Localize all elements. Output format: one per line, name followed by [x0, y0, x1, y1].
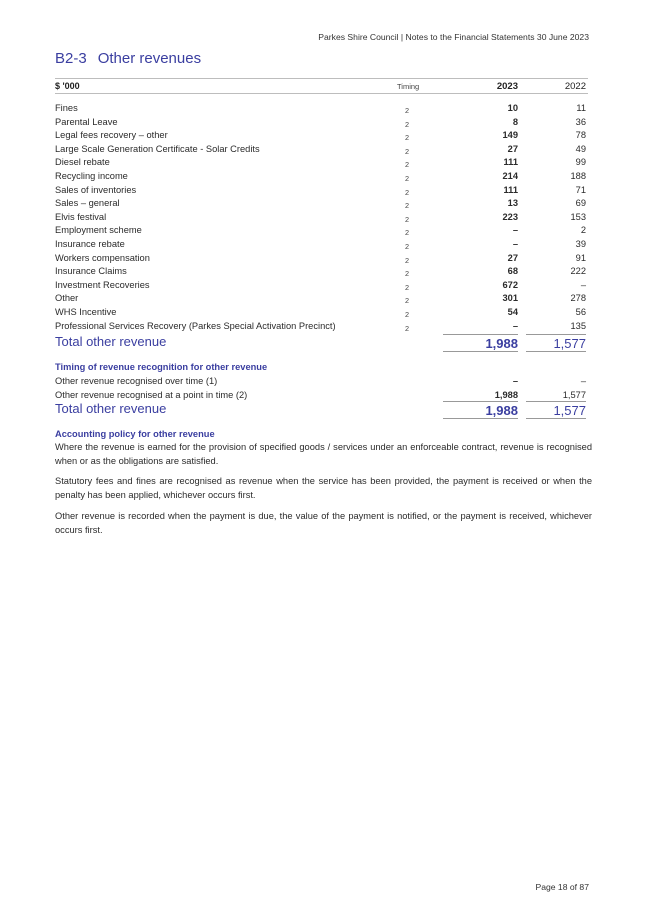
row-value-2022: 69 — [575, 198, 586, 209]
row-label: Workers compensation — [55, 252, 150, 263]
row-label: Parental Leave — [55, 116, 118, 127]
row-value-2022: – — [580, 376, 586, 386]
row-value-2022: 222 — [570, 266, 586, 277]
row-value-2022: 99 — [575, 157, 586, 168]
row-value-2023: 1,988 — [494, 389, 518, 400]
total-label: Total other revenue — [55, 401, 167, 416]
row-value-2022: 49 — [575, 143, 586, 154]
row-timing: 2 — [405, 241, 410, 251]
row-value-2022: 91 — [575, 252, 586, 263]
row-value-2023: 149 — [502, 130, 518, 141]
row-label: Other revenue recognised over time (1) — [55, 376, 218, 386]
policy-paragraph: Statutory fees and fines are recognised as revenue when the service has been provided, the payment is received or when the penalty has been applied, whichever occurs first. — [55, 476, 592, 500]
row-label: Sales – general — [55, 198, 120, 209]
row-timing: 2 — [405, 119, 410, 129]
row-value-2023: 54 — [507, 306, 518, 317]
row-value-2022: 188 — [570, 170, 586, 181]
row-value-2023: 10 — [507, 103, 518, 113]
row-value-2023: 8 — [512, 116, 518, 127]
year-2023-header: 2023 — [496, 81, 518, 92]
row-value-2023: 301 — [502, 293, 518, 304]
table-row — [55, 130, 588, 144]
page-number: Page 18 of 87 — [535, 882, 589, 892]
policy-paragraph: Where the revenue is earned for the provision of specified goods / services under an enforceable contract, revenue is recognised when or as the obligations are satisfied. — [55, 442, 592, 466]
row-value-2022: 11 — [576, 103, 586, 113]
section-name: Other revenues — [97, 50, 202, 67]
row-value-2023: 111 — [503, 184, 518, 195]
row-value-2023: 13 — [507, 198, 518, 209]
table-row — [55, 225, 588, 239]
table-row — [55, 307, 588, 321]
row-label: Investment Recoveries — [55, 279, 150, 290]
row-timing: 2 — [405, 146, 410, 156]
row-value-2022: 1,577 — [562, 389, 586, 400]
row-timing: 2 — [405, 133, 410, 143]
table-row — [55, 171, 588, 185]
row-value-2022: 71 — [575, 184, 586, 195]
row-value-2022: – — [580, 279, 586, 290]
table-row — [55, 157, 588, 171]
timing-table — [55, 376, 588, 403]
row-label: Insurance Claims — [55, 266, 127, 277]
row-value-2022: 36 — [575, 116, 586, 127]
table-row — [55, 239, 588, 253]
row-label: WHS Incentive — [55, 306, 117, 317]
row-value-2022: 278 — [570, 293, 586, 304]
section-number: B2-3 — [55, 50, 87, 67]
row-value-2023: 214 — [502, 170, 518, 181]
row-value-2023: 27 — [507, 252, 518, 263]
row-value-2023: – — [512, 225, 518, 236]
timing-header: Timing — [397, 82, 420, 91]
row-label: Employment scheme — [55, 225, 142, 236]
row-label: Professional Services Recovery (Parkes Special Activation Precinct) — [55, 320, 336, 331]
table-row — [55, 144, 588, 158]
row-timing: 2 — [405, 214, 410, 224]
running-header: Parkes Shire Council | Notes to the Financial Statements 30 June 2023 — [318, 32, 589, 42]
table-row — [55, 266, 588, 280]
section-title — [55, 50, 201, 67]
table-row — [55, 253, 588, 267]
row-label: Fines — [55, 103, 78, 113]
unit-header: $ '000 — [55, 81, 80, 91]
row-value-2023: – — [512, 376, 518, 386]
policy-heading: Accounting policy for other revenue — [55, 429, 215, 439]
total-label: Total other revenue — [55, 334, 167, 349]
table-row — [55, 293, 588, 307]
row-timing: 2 — [405, 269, 410, 279]
row-label: Other revenue recognised at a point in time (2) — [55, 389, 248, 400]
table-header — [55, 78, 588, 94]
row-label: Insurance rebate — [55, 238, 125, 249]
row-value-2022: 56 — [575, 306, 586, 317]
row-timing: 2 — [405, 282, 410, 292]
row-value-2022: 39 — [575, 238, 586, 249]
row-label: Recycling income — [55, 170, 128, 181]
total-value-2022: 1,577 — [526, 401, 586, 419]
policy-paragraph: Other revenue is recorded when the payment is due, the value of the payment is notified, or the payment is received, whichever occurs first. — [55, 511, 592, 535]
total-value-2023: 1,988 — [443, 401, 518, 419]
row-value-2022: 135 — [570, 320, 586, 331]
row-value-2023: – — [512, 320, 518, 331]
timing-heading: Timing of revenue recognition for other revenue — [55, 362, 268, 372]
row-timing: 2 — [405, 160, 410, 170]
table-row — [55, 117, 588, 131]
row-label: Sales of inventories — [55, 184, 137, 195]
table-row — [55, 321, 588, 335]
row-value-2023: – — [512, 238, 518, 249]
row-timing: 2 — [405, 173, 410, 183]
table-row — [55, 185, 588, 199]
row-timing: 2 — [405, 187, 410, 197]
table-row — [55, 212, 588, 226]
total-other-revenue-row — [55, 334, 588, 352]
row-timing: 2 — [405, 228, 410, 238]
row-label: Diesel rebate — [55, 157, 110, 168]
row-value-2023: 672 — [502, 279, 518, 290]
row-timing: 2 — [405, 296, 410, 306]
row-value-2023: 223 — [502, 211, 518, 222]
total-value-2022: 1,577 — [526, 334, 586, 352]
year-2022-header: 2022 — [564, 81, 586, 92]
row-value-2022: 153 — [570, 211, 586, 222]
row-timing: 2 — [405, 201, 410, 211]
table-row — [55, 198, 588, 212]
row-timing: 2 — [405, 309, 410, 319]
timing-total-row — [55, 401, 588, 419]
row-label: Other — [55, 293, 79, 304]
row-label: Legal fees recovery – other — [55, 130, 168, 141]
total-value-2023: 1,988 — [443, 334, 518, 352]
row-label: Large Scale Generation Certificate - Solar Credits — [55, 143, 260, 154]
table-row — [55, 103, 588, 117]
row-timing: 2 — [405, 106, 410, 115]
row-label: Elvis festival — [55, 211, 107, 222]
row-timing: 2 — [405, 255, 410, 265]
row-value-2023: 68 — [507, 266, 518, 277]
row-value-2023: 27 — [507, 143, 518, 154]
row-value-2023: 111 — [503, 157, 518, 168]
row-value-2022: 78 — [575, 130, 586, 141]
revenue-table — [55, 103, 588, 334]
row-timing: 2 — [405, 323, 410, 333]
table-row — [55, 376, 588, 390]
row-value-2022: 2 — [580, 225, 586, 236]
table-row — [55, 280, 588, 294]
